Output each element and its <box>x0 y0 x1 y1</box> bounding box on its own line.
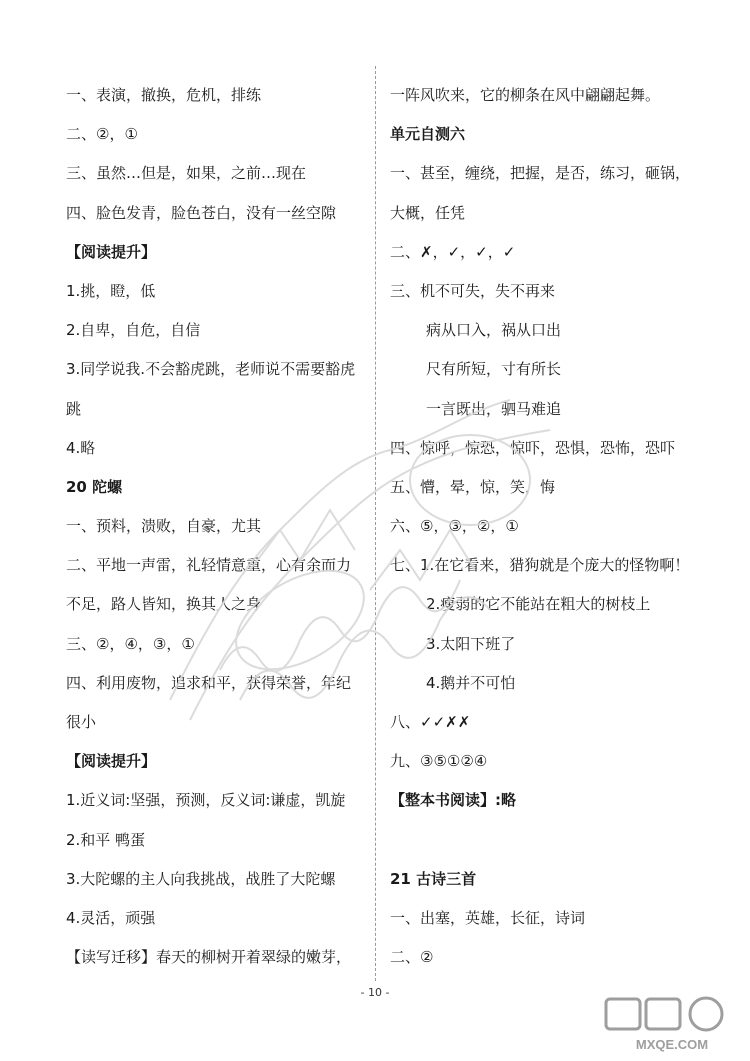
left-line-7: 2.自卑，自危，自信 <box>66 321 201 340</box>
left-line-3: 三、虽然…但是，如果，之前…现在 <box>66 164 307 183</box>
right-line-16: 4.鹅并不可怕 <box>426 673 516 692</box>
right-column <box>390 76 710 977</box>
right-line-10: 四、惊呼，惊恐，惊吓，恐惧，恐怖，恐吓 <box>390 438 676 457</box>
left-line-15: 三、②，④，③，① <box>66 634 195 653</box>
site-logo <box>602 995 742 1055</box>
right-line-23: 二、② <box>390 948 434 967</box>
right-line-4: 大概，任凭 <box>390 203 466 222</box>
left-line-9: 跳 <box>66 399 82 418</box>
left-line-17: 很小 <box>66 713 97 731</box>
left-line-12: 一、预料，溃败，自豪，尤其 <box>66 517 262 536</box>
right-line-21: 21 古诗三首 <box>390 869 477 888</box>
right-line-18: 九、③⑤①②④ <box>390 752 488 771</box>
right-line-6: 三、机不可失，失不再来 <box>390 281 556 300</box>
left-line-20: 2.和平 鸭蛋 <box>66 830 146 849</box>
right-line-15: 3.太阳下班了 <box>426 634 516 653</box>
right-line-14: 2.瘦弱的它不能站在粗大的树枝上 <box>426 595 651 614</box>
left-line-2: 二、②，① <box>66 125 138 144</box>
page-number: - 10 - <box>360 986 390 999</box>
left-line-21: 3.大陀螺的主人向我挑战，战胜了大陀螺 <box>66 869 336 888</box>
left-line-1: 一、表演，撤换，危机，排练 <box>66 86 262 104</box>
left-line-23: 【读写迁移】春天的柳树开着翠绿的嫩芽， <box>66 948 352 967</box>
left-line-10: 4.略 <box>66 438 96 457</box>
left-line-8: 3.同学说我.不会豁虎跳，老师说不需要豁虎 <box>66 360 356 379</box>
right-line-5: 二、✗，✓，✓，✓ <box>390 242 516 261</box>
left-line-5: 【阅读提升】 <box>66 242 157 261</box>
right-line-11: 五、懵，晕，惊，笑，悔 <box>390 477 556 496</box>
right-line-20 <box>390 821 710 860</box>
column-divider <box>375 66 376 981</box>
right-line-2: 单元自测六 <box>390 125 466 144</box>
left-line-19: 1.近义词:坚强，预测，反义词:谦虚，凯旋 <box>66 791 346 810</box>
left-line-4: 四、脸色发青，脸色苍白，没有一丝空隙 <box>66 203 337 222</box>
left-line-6: 1.挑，瞪，低 <box>66 281 156 300</box>
right-line-8: 尺有所短，寸有所长 <box>426 360 562 379</box>
left-line-11: 20 陀螺 <box>66 477 123 496</box>
right-line-3: 一、甚至，缠绕，把握，是否，练习，砸锅， <box>390 164 691 183</box>
right-line-17: 八、✓✓✗✗ <box>390 713 471 731</box>
right-line-9: 一言既出，驷马难追 <box>426 399 562 418</box>
right-line-19: 【整本书阅读】:略 <box>390 791 516 810</box>
left-line-13: 二、平地一声雷，礼轻情意重，心有余而力 <box>66 556 352 575</box>
left-line-14: 不足，路人皆知，换其人之身 <box>66 595 262 614</box>
left-line-22: 4.灵活，顽强 <box>66 908 156 927</box>
right-line-12: 六、⑤，③，②，① <box>390 517 519 536</box>
right-line-13: 七、1.在它看来，猎狗就是个庞大的怪物啊！ <box>390 556 690 575</box>
right-line-1: 一阵风吹来，它的柳条在风中翩翩起舞。 <box>390 86 661 104</box>
svg-text:MXQE.COM: MXQE.COM <box>635 1037 709 1052</box>
right-line-7: 病从口入，祸从口出 <box>426 321 562 340</box>
left-column <box>66 76 366 977</box>
right-line-22: 一、出塞，英雄，长征，诗词 <box>390 908 586 927</box>
left-line-18: 【阅读提升】 <box>66 752 157 771</box>
left-line-16: 四、利用废物，追求和平，获得荣誉，年纪 <box>66 673 352 692</box>
